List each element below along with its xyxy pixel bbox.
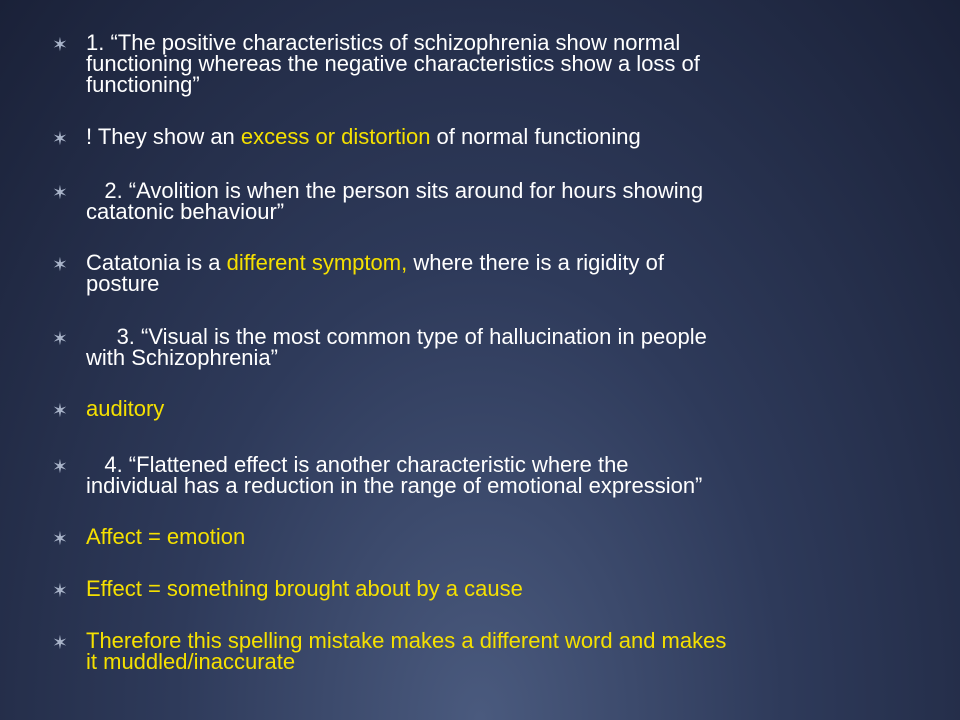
text-segment: 3. “Visual is the most common type of hallucination in people with Schizophrenia” (86, 324, 707, 370)
bullet-text (86, 32, 936, 95)
bullet-marker-icon: ✶ (52, 632, 68, 654)
text-segment: 4. “Flattened effect is another characteristic where the individual has a reduction in the range of emotional expression” (86, 452, 703, 498)
bullet-marker-icon: ✶ (52, 328, 68, 350)
text-segment: Catatonia is a (86, 250, 227, 275)
text-segment: 1. “The positive characteristics of schizophrenia show normal functioning whereas the negative characteristics show a loss of functioning” (86, 30, 700, 97)
bullet-marker-icon: ✶ (52, 400, 68, 422)
bullet-text (86, 252, 936, 294)
text-segment: ! They show an (86, 124, 241, 149)
bullet-text (86, 126, 936, 147)
highlighted-text-segment: Affect = emotion (86, 524, 246, 549)
bullet-marker-icon: ✶ (52, 34, 68, 56)
bullet-marker-icon: ✶ (52, 182, 68, 204)
bullet-marker-icon: ✶ (52, 528, 68, 550)
highlighted-text-segment: excess or distortion (240, 124, 431, 149)
bullet-text (86, 578, 936, 599)
highlighted-text-segment: auditory (86, 396, 165, 421)
text-segment: where there is a rigidity of posture (86, 250, 664, 296)
bullet-marker-icon: ✶ (52, 456, 68, 478)
highlighted-text-segment: different symptom, (226, 250, 408, 275)
highlighted-text-segment: Effect = something brought about by a cause (86, 576, 523, 601)
text-segment: 2. “Avolition is when the person sits around for hours showing catatonic behaviour” (86, 178, 704, 224)
text-segment: of normal functioning (430, 124, 641, 149)
bullet-marker-icon: ✶ (52, 580, 68, 602)
bullet-text (86, 180, 936, 222)
bullet-text (86, 630, 936, 672)
bullet-text (86, 398, 936, 419)
bullet-text (86, 526, 936, 547)
bullet-marker-icon: ✶ (52, 128, 68, 150)
highlighted-text-segment: Therefore this spelling mistake makes a different word and makes it muddled/inaccurate (86, 628, 727, 674)
bullet-text (86, 326, 936, 368)
bullet-text (86, 454, 936, 496)
bullet-marker-icon: ✶ (52, 254, 68, 276)
